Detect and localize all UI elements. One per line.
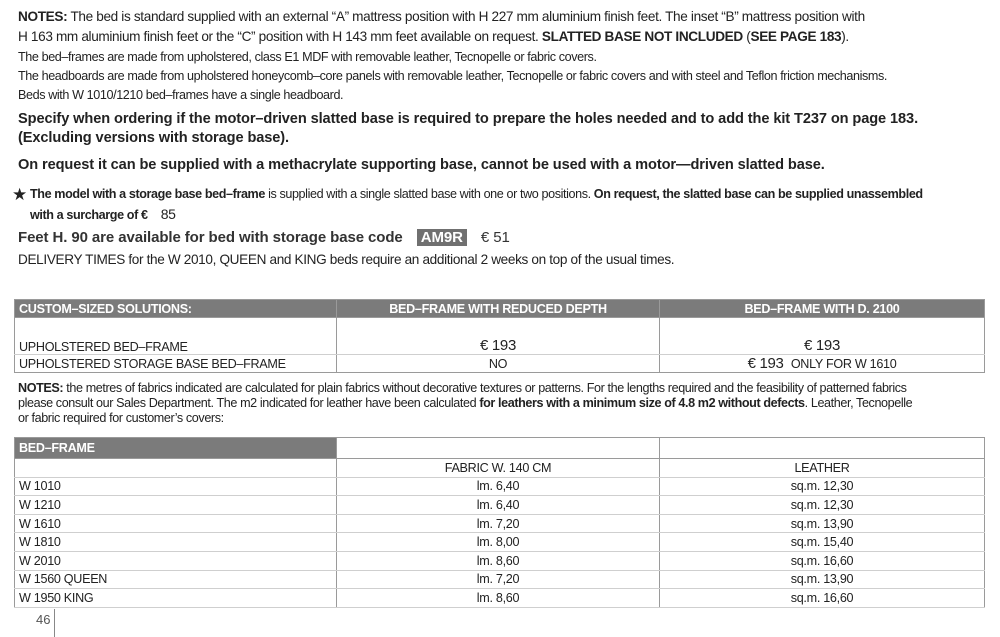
- row-model: W 1610: [15, 514, 337, 533]
- fabric-col-fabric: FABRIC W. 140 CM: [337, 459, 660, 478]
- row-leather: sq.m. 13,90: [660, 514, 985, 533]
- paren-open: (: [746, 29, 751, 44]
- row-leather: sq.m. 16,60: [660, 589, 985, 608]
- surcharge-line: [30, 206, 175, 222]
- row-model: W 2010: [15, 551, 337, 570]
- notes-text-2: H 163 mm aluminium finish feet or the “C” position with H 143 mm feet available on request.: [18, 29, 539, 44]
- custom-row-d2100-note: ONLY FOR W 1610: [790, 357, 897, 371]
- feet-price: € 51: [480, 229, 510, 246]
- surcharge-label: with a surcharge of €: [30, 208, 148, 222]
- table-row: [15, 496, 985, 515]
- custom-row-label: UPHOLSTERED STORAGE BASE BED–FRAME: [15, 355, 337, 373]
- row-fabric: lm. 8,60: [337, 551, 660, 570]
- row-leather: sq.m. 15,40: [660, 533, 985, 552]
- row-model: W 1010: [15, 477, 337, 496]
- row-model: W 1560 QUEEN: [15, 570, 337, 589]
- row-fabric: lm. 6,40: [337, 477, 660, 496]
- page-number-divider: [54, 609, 55, 637]
- fabric-notes-text-2: please consult our Sales Department. The m2 indicated for leather have been calculated: [18, 396, 477, 410]
- slatted-base-note: SLATTED BASE NOT INCLUDED: [541, 29, 743, 44]
- table-row: [15, 589, 985, 608]
- feet-code-badge: AM9R: [417, 229, 467, 246]
- custom-row-d2100: € 193: [747, 355, 784, 372]
- custom-header-d2100: BED–FRAME WITH D. 2100: [660, 300, 985, 318]
- row-leather: sq.m. 12,30: [660, 496, 985, 515]
- notes-line-1: [18, 9, 865, 24]
- specify-line-1: Specify when ordering if the motor–driven slatted base is required to prepare the holes needed and to add the kit T237 on page 183.: [18, 111, 919, 127]
- fabric-notes-line-3: or fabric required for customer’s covers:: [18, 411, 224, 425]
- fabric-notes-label: NOTES:: [18, 381, 64, 395]
- row-leather: sq.m. 16,60: [660, 551, 985, 570]
- storage-bold-2: On request, the slatted base can be supplied unassembled: [593, 187, 923, 201]
- fabric-header-bedframe: BED–FRAME: [15, 438, 337, 459]
- fabric-notes-text-1: the metres of fabrics indicated are calculated for plain fabrics without decorative textures or patterns. For the lengths required and the feasibility of patterned fabrics: [66, 381, 907, 395]
- feet-line: [18, 229, 510, 246]
- table-row: [15, 570, 985, 589]
- fabric-notes-line-2: [18, 396, 912, 410]
- custom-row-d2100-cell: [660, 355, 985, 373]
- row-fabric: lm. 7,20: [337, 514, 660, 533]
- paren-close: ).: [841, 29, 849, 44]
- fabric-header-blank-2: [660, 438, 985, 459]
- see-page-ref: SEE PAGE 183: [750, 29, 842, 44]
- custom-header-reduced: BED–FRAME WITH REDUCED DEPTH: [337, 300, 660, 318]
- fabric-col-leather: LEATHER: [660, 459, 985, 478]
- custom-sized-table: [14, 299, 985, 373]
- request-line: On request it can be supplied with a methacrylate supporting base, cannot be used with a motor—driven slatted base.: [18, 157, 825, 173]
- surcharge-value: 85: [160, 206, 176, 222]
- row-model: W 1950 KING: [15, 589, 337, 608]
- custom-row-d2100: € 193: [660, 318, 985, 355]
- bedframes-line: The bed–frames are made from upholstered, class E1 MDF with removable leather, Tecnopelle or fabric covers.: [18, 50, 597, 64]
- notes-line-2: [18, 29, 849, 44]
- table-row: [15, 514, 985, 533]
- headboards-line-1: The headboards are made from upholstered honeycomb–core panels with removable leather, Tecnopelle or fabric covers and with steel and Teflon friction mechanisms.: [18, 69, 887, 83]
- row-fabric: lm. 8,00: [337, 533, 660, 552]
- fabric-notes-end: . Leather, Tecnopelle: [804, 396, 913, 410]
- notes-text-1: The bed is standard supplied with an external “A” mattress position with H 227 mm aluminium finish feet. The inset “B” mattress position with: [70, 9, 865, 24]
- row-leather: sq.m. 13,90: [660, 570, 985, 589]
- row-fabric: lm. 7,20: [337, 570, 660, 589]
- table-row: [15, 477, 985, 496]
- table-row: [15, 551, 985, 570]
- fabric-subheader-blank: [15, 459, 337, 478]
- row-model: W 1210: [15, 496, 337, 515]
- storage-plain: is supplied with a single slatted base with one or two positions.: [268, 187, 591, 201]
- storage-line: [30, 187, 923, 201]
- table-row: [15, 533, 985, 552]
- page-number: 46: [36, 612, 51, 627]
- row-fabric: lm. 8,60: [337, 589, 660, 608]
- custom-header-label: CUSTOM–SIZED SOLUTIONS:: [15, 300, 337, 318]
- custom-row-label: UPHOLSTERED BED–FRAME: [15, 318, 337, 355]
- row-fabric: lm. 6,40: [337, 496, 660, 515]
- fabric-header-blank-1: [337, 438, 660, 459]
- fabric-table: [14, 437, 985, 608]
- specify-line-2: (Excluding versions with storage base).: [18, 130, 290, 146]
- headboards-line-2: Beds with W 1010/1210 bed–frames have a single headboard.: [18, 88, 344, 102]
- storage-bold-1: The model with a storage base bed–frame: [30, 187, 265, 201]
- custom-row-reduced: NO: [337, 355, 660, 373]
- delivery-line: DELIVERY TIMES for the W 2010, QUEEN and KING beds require an additional 2 weeks on top of the usual times.: [18, 252, 675, 267]
- row-model: W 1810: [15, 533, 337, 552]
- star-icon: ★: [12, 185, 28, 204]
- custom-row-reduced: € 193: [337, 318, 660, 355]
- notes-label: NOTES:: [18, 9, 68, 24]
- fabric-notes-bold: for leathers with a minimum size of 4.8 m2 without defects: [479, 396, 805, 410]
- row-leather: sq.m. 12,30: [660, 477, 985, 496]
- feet-text: Feet H. 90 are available for bed with storage base code: [18, 229, 403, 246]
- fabric-notes-line-1: [18, 381, 907, 395]
